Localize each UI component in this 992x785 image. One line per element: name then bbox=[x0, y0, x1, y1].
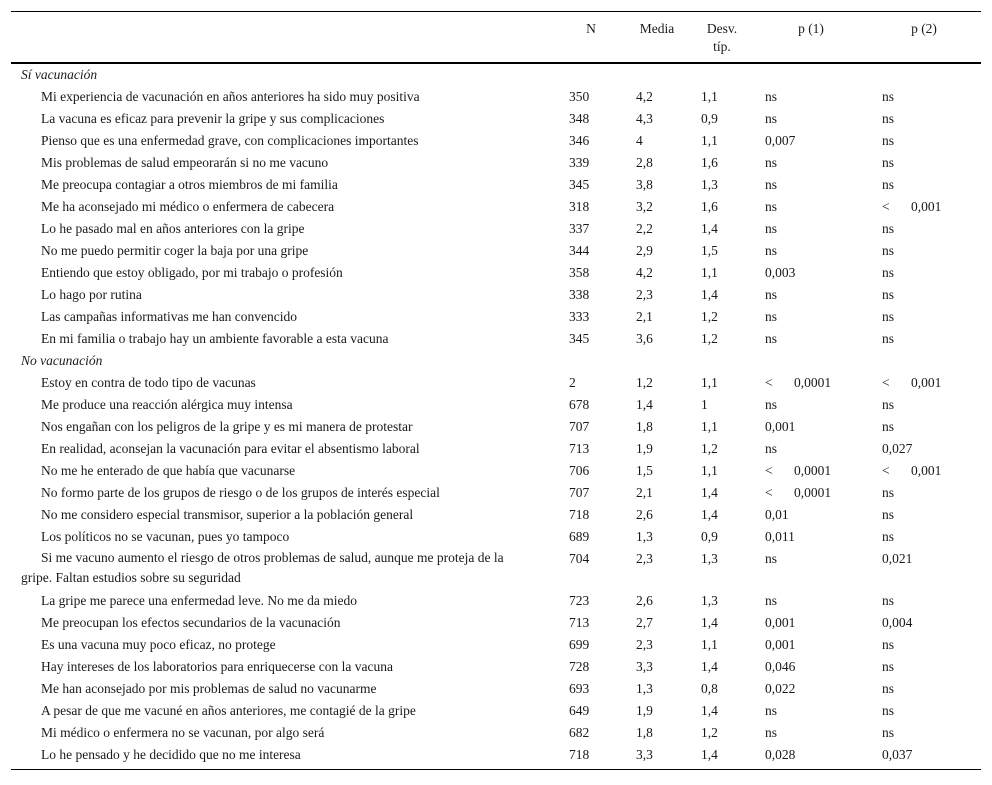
table-row bbox=[11, 548, 981, 590]
cell-desv: 1,2 bbox=[701, 331, 718, 346]
cell-p2 bbox=[882, 177, 894, 193]
cell-desv: 1,4 bbox=[701, 287, 718, 302]
cell-media: 2,7 bbox=[636, 615, 653, 630]
cell-media: 3,6 bbox=[636, 331, 653, 346]
cell-p1 bbox=[765, 243, 777, 259]
cell-n: 689 bbox=[569, 529, 590, 544]
row-label: Me preocupa contagiar a otros miembros de mi familia bbox=[41, 177, 338, 192]
cell-media: 2,3 bbox=[636, 637, 653, 652]
p1-value: ns bbox=[765, 177, 778, 192]
section-heading bbox=[11, 64, 981, 86]
cell-desv: 1,4 bbox=[701, 703, 718, 718]
p2-value: ns bbox=[882, 309, 895, 324]
row-label: No me he enterado de que había que vacunarse bbox=[41, 463, 296, 478]
cell-desv: 0,8 bbox=[701, 681, 718, 696]
less-than-sign: < bbox=[765, 463, 773, 478]
p1-value: 0,011 bbox=[765, 529, 795, 544]
p2-value: ns bbox=[882, 177, 895, 192]
section-title: No vacunación bbox=[21, 353, 103, 368]
cell-p2 bbox=[882, 221, 894, 237]
p1-value: ns bbox=[765, 111, 778, 126]
p2-value: 0,027 bbox=[882, 441, 913, 456]
cell-n: 723 bbox=[569, 593, 590, 608]
cell-media: 2,3 bbox=[636, 551, 653, 566]
cell-p1 bbox=[765, 419, 795, 435]
p2-value: ns bbox=[882, 637, 895, 652]
cell-media: 1,2 bbox=[636, 375, 653, 390]
cell-p2 bbox=[882, 747, 912, 763]
cell-n: 344 bbox=[569, 243, 590, 258]
cell-media: 3,8 bbox=[636, 177, 653, 192]
row-label: En mi familia o trabajo hay un ambiente favorable a esta vacuna bbox=[41, 331, 389, 346]
table-row bbox=[11, 328, 981, 350]
cell-p2 bbox=[882, 441, 912, 457]
cell-n: 682 bbox=[569, 725, 590, 740]
cell-p2 bbox=[882, 309, 894, 325]
cell-media: 1,4 bbox=[636, 397, 653, 412]
p2-value: ns bbox=[882, 89, 895, 104]
table-row bbox=[11, 722, 981, 744]
p2-value: ns bbox=[882, 725, 895, 740]
p1-value: ns bbox=[765, 441, 778, 456]
cell-desv: 1,5 bbox=[701, 243, 718, 258]
p1-value: ns bbox=[765, 199, 778, 214]
p1-value: ns bbox=[765, 551, 778, 566]
row-label: Nos engañan con los peligros de la gripe y es mi manera de protestar bbox=[41, 419, 413, 434]
cell-p2 bbox=[882, 637, 894, 653]
row-label: Lo hago por rutina bbox=[41, 287, 142, 302]
row-label: Pienso que es una enfermedad grave, con complicaciones importantes bbox=[41, 133, 419, 148]
p2-value: ns bbox=[882, 331, 895, 346]
row-label: Estoy en contra de todo tipo de vacunas bbox=[41, 375, 256, 390]
cell-desv: 1,4 bbox=[701, 659, 718, 674]
cell-media: 2,6 bbox=[636, 507, 653, 522]
p2-value: ns bbox=[882, 265, 895, 280]
cell-p1 bbox=[765, 637, 795, 653]
cell-p2 bbox=[882, 593, 894, 609]
row-label: No me puedo permitir coger la baja por una gripe bbox=[41, 243, 309, 258]
cell-p2 bbox=[882, 485, 894, 501]
cell-n: 693 bbox=[569, 681, 590, 696]
cell-n: 678 bbox=[569, 397, 590, 412]
cell-media: 2,6 bbox=[636, 593, 653, 608]
p2-value: ns bbox=[882, 529, 895, 544]
cell-p2 bbox=[882, 265, 894, 281]
cell-desv: 1,2 bbox=[701, 309, 718, 324]
table-row bbox=[11, 678, 981, 700]
table-bottom-rule bbox=[11, 769, 981, 770]
p1-value: 0,01 bbox=[765, 507, 789, 522]
row-label: Lo he pasado mal en años anteriores con la gripe bbox=[41, 221, 305, 236]
cell-p1 bbox=[765, 177, 777, 193]
p1-value: 0,0001 bbox=[794, 375, 832, 390]
header-desv bbox=[696, 20, 748, 56]
cell-p2 bbox=[882, 725, 894, 741]
table-row bbox=[11, 372, 981, 394]
table-row bbox=[11, 482, 981, 504]
cell-desv: 1,1 bbox=[701, 463, 718, 478]
cell-n: 713 bbox=[569, 441, 590, 456]
p1-value: 0,003 bbox=[765, 265, 796, 280]
cell-p2 bbox=[882, 397, 894, 413]
p1-value: ns bbox=[765, 331, 778, 346]
p2-value: ns bbox=[882, 397, 895, 412]
table-row bbox=[11, 700, 981, 722]
cell-p2 bbox=[882, 133, 894, 149]
cell-desv: 1,2 bbox=[701, 725, 718, 740]
p2-value: 0,001 bbox=[911, 463, 942, 478]
cell-p2 bbox=[882, 375, 941, 391]
p1-value: ns bbox=[765, 593, 778, 608]
table-body bbox=[11, 64, 981, 766]
table-row bbox=[11, 196, 981, 218]
cell-desv: 0,9 bbox=[701, 111, 718, 126]
cell-p1 bbox=[765, 551, 777, 567]
row-label: Me preocupan los efectos secundarios de la vacunación bbox=[41, 615, 341, 630]
table-row bbox=[11, 152, 981, 174]
cell-desv: 1,1 bbox=[701, 637, 718, 652]
row-label: En realidad, aconsejan la vacunación para evitar el absentismo laboral bbox=[41, 441, 420, 456]
cell-media: 4 bbox=[636, 133, 643, 148]
p1-value: ns bbox=[765, 725, 778, 740]
cell-p2 bbox=[882, 703, 894, 719]
p1-value: ns bbox=[765, 221, 778, 236]
table-row bbox=[11, 744, 981, 766]
cell-p1 bbox=[765, 89, 777, 105]
cell-p1 bbox=[765, 441, 777, 457]
cell-p1 bbox=[765, 287, 777, 303]
cell-n: 707 bbox=[569, 485, 590, 500]
row-label: Mi médico o enfermera no se vacunan, por algo será bbox=[41, 725, 325, 740]
table-row bbox=[11, 218, 981, 240]
row-label: Me ha aconsejado mi médico o enfermera de cabecera bbox=[41, 199, 335, 214]
table-row bbox=[11, 130, 981, 152]
header-desv-line2: típ. bbox=[713, 39, 731, 54]
header-media: Media bbox=[639, 21, 675, 36]
cell-desv: 1,4 bbox=[701, 221, 718, 236]
cell-n: 350 bbox=[569, 89, 590, 104]
p2-value: ns bbox=[882, 243, 895, 258]
cell-p1 bbox=[765, 593, 777, 609]
table-row bbox=[11, 526, 981, 548]
cell-media: 2,1 bbox=[636, 485, 653, 500]
cell-desv: 1,4 bbox=[701, 485, 718, 500]
cell-p1 bbox=[765, 703, 777, 719]
cell-p2 bbox=[882, 199, 941, 215]
cell-n: 649 bbox=[569, 703, 590, 718]
p2-value: ns bbox=[882, 507, 895, 522]
table-row bbox=[11, 394, 981, 416]
row-label: Lo he pensado y he decidido que no me interesa bbox=[41, 747, 301, 762]
p2-value: 0,021 bbox=[882, 551, 913, 566]
cell-media: 2,8 bbox=[636, 155, 653, 170]
table-row bbox=[11, 438, 981, 460]
row-label: No me considero especial transmisor, superior a la población general bbox=[41, 507, 414, 522]
p2-value: ns bbox=[882, 287, 895, 302]
cell-n: 337 bbox=[569, 221, 590, 236]
p2-value: ns bbox=[882, 133, 895, 148]
p2-value: ns bbox=[882, 155, 895, 170]
row-label: A pesar de que me vacuné en años anteriores, me contagié de la gripe bbox=[41, 703, 416, 718]
table-row bbox=[11, 284, 981, 306]
cell-media: 1,8 bbox=[636, 419, 653, 434]
cell-p2 bbox=[882, 529, 894, 545]
p1-value: 0,001 bbox=[765, 637, 796, 652]
cell-n: 2 bbox=[569, 375, 576, 390]
cell-desv: 1,6 bbox=[701, 199, 718, 214]
less-than-sign: < bbox=[765, 375, 773, 390]
cell-media: 2,3 bbox=[636, 287, 653, 302]
p2-value: ns bbox=[882, 419, 895, 434]
p2-value: ns bbox=[882, 221, 895, 236]
row-label: Hay intereses de los laboratorios para enriquecerse con la vacuna bbox=[41, 659, 393, 674]
cell-p2 bbox=[882, 155, 894, 171]
cell-p1 bbox=[765, 397, 777, 413]
p1-value: 0,022 bbox=[765, 681, 796, 696]
p1-value: ns bbox=[765, 397, 778, 412]
cell-p1 bbox=[765, 529, 795, 545]
row-label: Es una vacuna muy poco eficaz, no protege bbox=[41, 637, 276, 652]
table-row bbox=[11, 590, 981, 612]
less-than-sign: < bbox=[882, 463, 890, 478]
cell-desv: 1,1 bbox=[701, 89, 718, 104]
cell-desv: 1,3 bbox=[701, 177, 718, 192]
cell-p2 bbox=[882, 89, 894, 105]
row-label: Entiendo que estoy obligado, por mi trabajo o profesión bbox=[41, 265, 343, 280]
cell-p2 bbox=[882, 287, 894, 303]
cell-p2 bbox=[882, 551, 912, 567]
cell-desv: 1,1 bbox=[701, 375, 718, 390]
cell-p1 bbox=[765, 133, 795, 149]
cell-n: 333 bbox=[569, 309, 590, 324]
cell-n: 345 bbox=[569, 177, 590, 192]
header-n: N bbox=[586, 21, 596, 36]
cell-media: 1,3 bbox=[636, 681, 653, 696]
less-than-sign: < bbox=[765, 485, 773, 500]
cell-p1 bbox=[765, 615, 795, 631]
table-row bbox=[11, 460, 981, 482]
p2-value: 0,037 bbox=[882, 747, 913, 762]
p2-value: ns bbox=[882, 703, 895, 718]
cell-media: 4,2 bbox=[636, 265, 653, 280]
p1-value: 0,001 bbox=[765, 615, 796, 630]
cell-n: 728 bbox=[569, 659, 590, 674]
cell-media: 1,5 bbox=[636, 463, 653, 478]
row-label: Mi experiencia de vacunación en años anteriores ha sido muy positiva bbox=[41, 89, 420, 104]
p1-value: ns bbox=[765, 287, 778, 302]
p1-value: 0,0001 bbox=[794, 485, 832, 500]
p2-value: 0,001 bbox=[911, 199, 942, 214]
cell-desv: 1,1 bbox=[701, 133, 718, 148]
cell-desv: 1,1 bbox=[701, 419, 718, 434]
p1-value: ns bbox=[765, 89, 778, 104]
cell-media: 1,3 bbox=[636, 529, 653, 544]
cell-p1 bbox=[765, 221, 777, 237]
cell-media: 3,3 bbox=[636, 747, 653, 762]
cell-media: 2,9 bbox=[636, 243, 653, 258]
cell-desv: 1,4 bbox=[701, 507, 718, 522]
cell-p2 bbox=[882, 419, 894, 435]
cell-n: 338 bbox=[569, 287, 590, 302]
cell-p2 bbox=[882, 331, 894, 347]
row-label: Mis problemas de salud empeorarán si no me vacuno bbox=[41, 155, 329, 170]
cell-p1 bbox=[765, 659, 795, 675]
p1-value: 0,007 bbox=[765, 133, 796, 148]
cell-p1 bbox=[765, 375, 831, 391]
cell-n: 345 bbox=[569, 331, 590, 346]
cell-desv: 1,4 bbox=[701, 747, 718, 762]
cell-n: 699 bbox=[569, 637, 590, 652]
cell-n: 339 bbox=[569, 155, 590, 170]
p1-value: ns bbox=[765, 703, 778, 718]
cell-media: 4,2 bbox=[636, 89, 653, 104]
p1-value: ns bbox=[765, 243, 778, 258]
p1-value: 0,046 bbox=[765, 659, 796, 674]
cell-p1 bbox=[765, 309, 777, 325]
cell-n: 707 bbox=[569, 419, 590, 434]
cell-desv: 1,6 bbox=[701, 155, 718, 170]
cell-media: 1,9 bbox=[636, 441, 653, 456]
cell-n: 713 bbox=[569, 615, 590, 630]
cell-p2 bbox=[882, 111, 894, 127]
cell-p2 bbox=[882, 463, 941, 479]
row-label: No formo parte de los grupos de riesgo o de los grupos de interés especial bbox=[41, 485, 440, 500]
table-row bbox=[11, 262, 981, 284]
cell-media: 4,3 bbox=[636, 111, 653, 126]
cell-media: 2,2 bbox=[636, 221, 653, 236]
less-than-sign: < bbox=[882, 375, 890, 390]
p1-value: 0,0001 bbox=[794, 463, 832, 478]
p2-value: ns bbox=[882, 485, 895, 500]
cell-p1 bbox=[765, 725, 777, 741]
cell-p1 bbox=[765, 331, 777, 347]
table-row bbox=[11, 240, 981, 262]
p1-value: ns bbox=[765, 155, 778, 170]
p1-value: ns bbox=[765, 309, 778, 324]
cell-p1 bbox=[765, 507, 789, 523]
p1-value: 0,001 bbox=[765, 419, 796, 434]
cell-p1 bbox=[765, 265, 795, 281]
cell-desv: 1,3 bbox=[701, 551, 718, 566]
row-label: Los políticos no se vacunan, pues yo tampoco bbox=[41, 529, 290, 544]
cell-media: 1,8 bbox=[636, 725, 653, 740]
cell-p2 bbox=[882, 681, 894, 697]
cell-desv: 1 bbox=[701, 397, 708, 412]
row-label: La vacuna es eficaz para prevenir la gripe y sus complicaciones bbox=[41, 111, 385, 126]
cell-p1 bbox=[765, 681, 795, 697]
table-header bbox=[11, 12, 981, 62]
p2-value: ns bbox=[882, 681, 895, 696]
header-desv-line1: Desv. bbox=[706, 21, 738, 36]
p2-value: ns bbox=[882, 659, 895, 674]
table-row bbox=[11, 634, 981, 656]
row-label: Si me vacuno aumento el riesgo de otros problemas de salud, aunque me proteja de la gripe. Faltan estudios sobre su seguridad bbox=[21, 550, 504, 585]
p1-value: 0,028 bbox=[765, 747, 796, 762]
cell-n: 358 bbox=[569, 265, 590, 280]
table-row bbox=[11, 108, 981, 130]
cell-n: 318 bbox=[569, 199, 590, 214]
cell-media: 2,1 bbox=[636, 309, 653, 324]
table-row bbox=[11, 86, 981, 108]
cell-desv: 1,3 bbox=[701, 593, 718, 608]
cell-media: 3,3 bbox=[636, 659, 653, 674]
table-row bbox=[11, 306, 981, 328]
cell-desv: 1,4 bbox=[701, 615, 718, 630]
cell-media: 3,2 bbox=[636, 199, 653, 214]
p2-value: 0,004 bbox=[882, 615, 913, 630]
header-p1: p (1) bbox=[798, 21, 824, 36]
header-p2: p (2) bbox=[911, 21, 937, 36]
data-table bbox=[11, 11, 981, 770]
p2-value: 0,001 bbox=[911, 375, 942, 390]
cell-n: 346 bbox=[569, 133, 590, 148]
cell-p1 bbox=[765, 463, 831, 479]
cell-p1 bbox=[765, 111, 777, 127]
cell-p2 bbox=[882, 243, 894, 259]
cell-p1 bbox=[765, 485, 831, 501]
row-label: Las campañas informativas me han convencido bbox=[41, 309, 298, 324]
p2-value: ns bbox=[882, 111, 895, 126]
table-row bbox=[11, 612, 981, 634]
cell-media: 1,9 bbox=[636, 703, 653, 718]
cell-desv: 1,1 bbox=[701, 265, 718, 280]
cell-p2 bbox=[882, 659, 894, 675]
table-row bbox=[11, 656, 981, 678]
row-label: Me han aconsejado por mis problemas de salud no vacunarme bbox=[41, 681, 377, 696]
cell-p1 bbox=[765, 747, 795, 763]
cell-n: 718 bbox=[569, 507, 590, 522]
table-row bbox=[11, 416, 981, 438]
cell-p1 bbox=[765, 155, 777, 171]
row-label: La gripe me parece una enfermedad leve. No me da miedo bbox=[41, 593, 357, 608]
less-than-sign: < bbox=[882, 199, 890, 214]
cell-desv: 1,2 bbox=[701, 441, 718, 456]
cell-desv: 0,9 bbox=[701, 529, 718, 544]
cell-p2 bbox=[882, 615, 912, 631]
table-row bbox=[11, 504, 981, 526]
row-label: Me produce una reacción alérgica muy intensa bbox=[41, 397, 293, 412]
p2-value: ns bbox=[882, 593, 895, 608]
cell-n: 706 bbox=[569, 463, 590, 478]
section-title: Sí vacunación bbox=[21, 67, 98, 82]
cell-n: 704 bbox=[569, 551, 590, 566]
table-row bbox=[11, 174, 981, 196]
cell-p1 bbox=[765, 199, 777, 215]
cell-p2 bbox=[882, 507, 894, 523]
cell-n: 348 bbox=[569, 111, 590, 126]
section-heading bbox=[11, 350, 981, 372]
cell-n: 718 bbox=[569, 747, 590, 762]
